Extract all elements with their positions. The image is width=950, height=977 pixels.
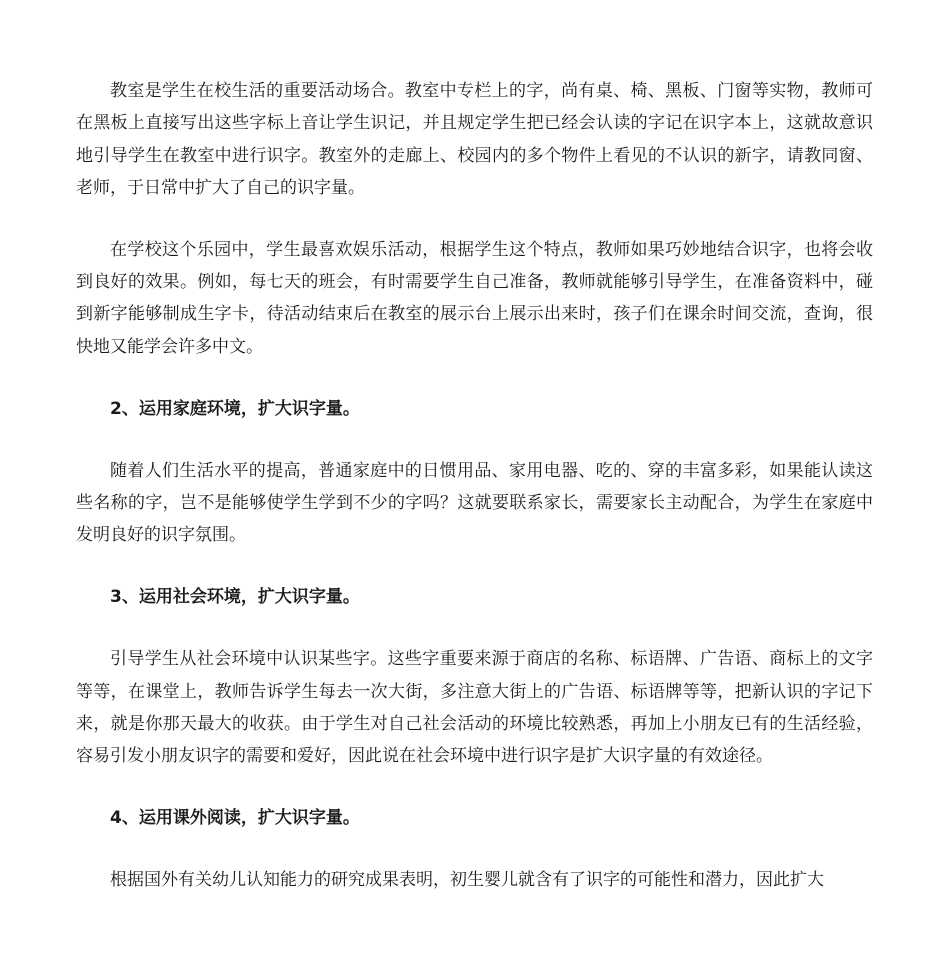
paragraph-gap (76, 552, 873, 582)
paragraph-family: 随着人们生活水平的提高，普通家庭中的日惯用品、家用电器、吃的、穿的丰富多彩，如果能认读这些名称的字，岂不是能够使学生学到不少的字吗？这就要联系家长，需要家长主动配合，为学生在家庭中发明良好的识字氛围。 (76, 460, 873, 546)
document-body (76, 75, 873, 896)
heading-extracurricular-reading: 4、运用课外阅读，扩大识字量。 (110, 808, 360, 829)
paragraph-gap (76, 363, 873, 393)
paragraph-gap (76, 204, 873, 234)
paragraph-gap (76, 614, 873, 644)
paragraph-school-activities: 在学校这个乐园中，学生最喜欢娱乐活动，根据学生这个特点，教师如果巧妙地结合识字，也将会收到良好的效果。例如，每七天的班会，有时需要学生自己准备，教师就能够引导学生，在准备资料中，碰到新字能够制成生字卡，待活动结束后在教室的展示台上展示出来时，孩子们在课余时间交流，查询，很快地又能学会许多中文。 (76, 239, 873, 357)
paragraph-gap (76, 772, 873, 802)
paragraph-gap (76, 834, 873, 864)
heading-social-environment: 3、运用社会环境，扩大识字量。 (110, 587, 360, 608)
paragraph-classroom: 教室是学生在校生活的重要活动场合。教室中专栏上的字，尚有桌、椅、黑板、门窗等实物，教师可在黑板上直接写出这些字标上音让学生识记，并且规定学生把已经会认读的字记在识字本上，这就故意识地引导学生在教室中进行识字。教室外的走廊上、校园内的多个物件上看见的不认识的新字，请教同窗、老师，于日常中扩大了自己的识字量。 (76, 81, 873, 198)
heading-family-environment: 2、运用家庭环境，扩大识字量。 (110, 398, 360, 419)
paragraph-gap (76, 425, 873, 455)
paragraph-social: 引导学生从社会环境中认识某些字。这些字重要来源于商店的名称、标语牌、广告语、商标上的文字等等，在课堂上，教师告诉学生每去一次大街，多注意大街上的广告语、标语牌等等，把新认识的字记下来，就是你那天最大的收获。由于学生对自己社会活动的环境比较熟悉，再加上小朋友已有的生活经验，容易引发小朋友识字的需要和爱好，因此说在社会环境中进行识字是扩大识字量的有效途径。 (76, 649, 873, 767)
paragraph-reading: 根据国外有关幼儿认知能力的研究成果表明，初生婴儿就含有了识字的可能性和潜力，因此扩大 (110, 870, 824, 891)
